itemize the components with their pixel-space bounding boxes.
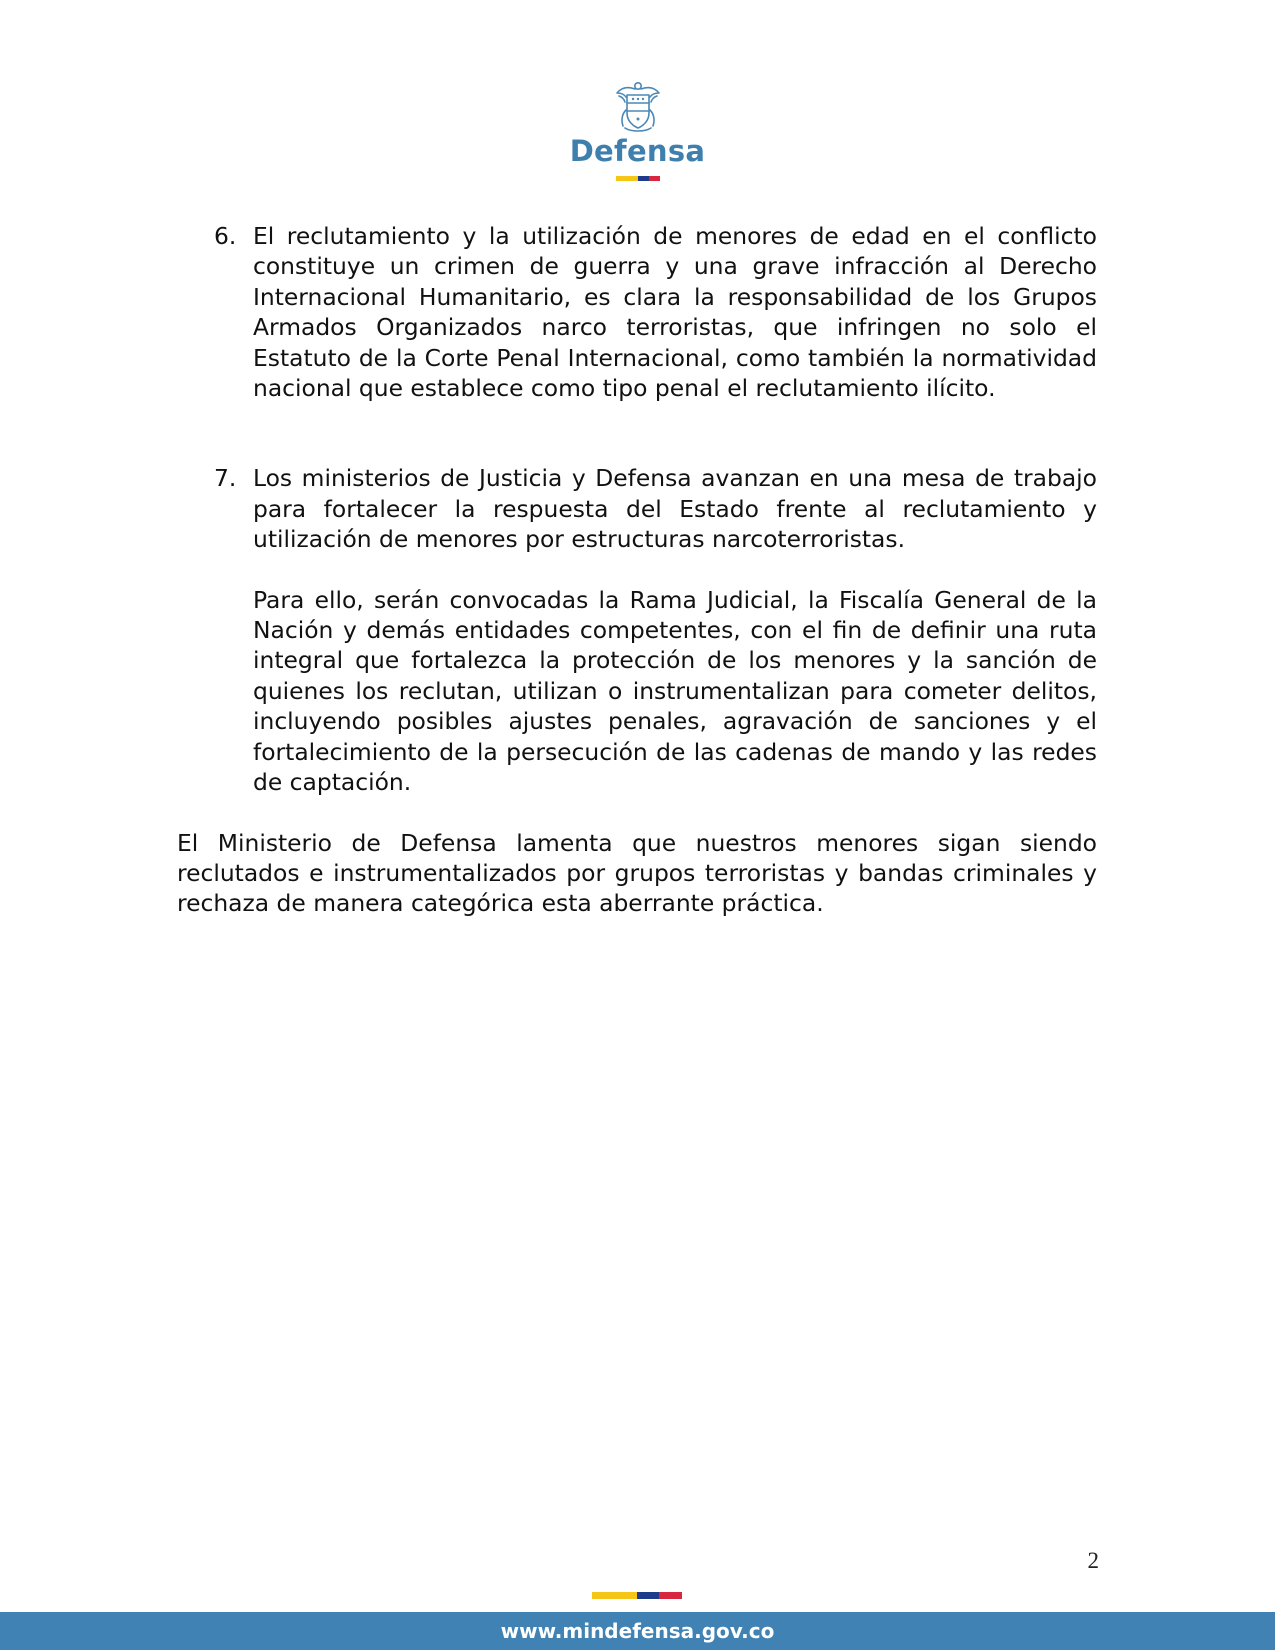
- document-header: [0, 80, 1275, 181]
- page-number: 2: [1087, 1548, 1099, 1573]
- footer-tricolor-stripe: [592, 1592, 682, 1599]
- document-body: [177, 221, 1097, 919]
- footer-bar: [0, 1612, 1275, 1650]
- list-item-number: 7.: [214, 464, 237, 493]
- list-item-paragraph: Para ello, serán convocadas la Rama Judicial, la Fiscalía General de la Nación y demás entidades competentes, con el fin de definir una ruta integral que fortalezca la protección de los menores y la sanción de quienes los reclutan, utilizan o instrumentalizan para cometer delitos, incluyendo posibles ajustes penales, agravación de sanciones y el fortalecimiento de la persecución de las cadenas de mando y las redes de captación.: [253, 585, 1097, 797]
- list-item-paragraph: El reclutamiento y la utilización de menores de edad en el conflicto constituye un crimen de guerra y una grave infracción al Derecho Internacional Humanitario, es clara la responsabilidad de los Grupos Armados Organizados narco terroristas, que infringen no solo el Estatuto de la Corte Penal Internacional, como también la normatividad nacional que establece como tipo penal el reclutamiento ilícito.: [253, 222, 1097, 403]
- closing-paragraph: El Ministerio de Defensa lamenta que nuestros menores sigan siendo reclutados e instrumentalizados por grupos terroristas y bandas criminales y rechaza de manera categórica esta aberrante práctica.: [177, 828, 1097, 918]
- defensa-logo-text: Defensa: [569, 134, 706, 168]
- list-item-number: 6.: [214, 222, 237, 250]
- list-item: [177, 463, 1097, 797]
- footer-url-link[interactable]: www.mindefensa.gov.co: [500, 1619, 775, 1643]
- coat-of-arms-icon: [613, 80, 663, 134]
- list-item-paragraph: Los ministerios de Justicia y Defensa avanzan en una mesa de trabajo para fortalecer la respuesta del Estado frente al reclutamiento y utilización de menores por estructuras narcoterroristas.: [253, 464, 1097, 554]
- colombia-tricolor-stripe: [0, 176, 1275, 181]
- list-item: [177, 221, 1097, 403]
